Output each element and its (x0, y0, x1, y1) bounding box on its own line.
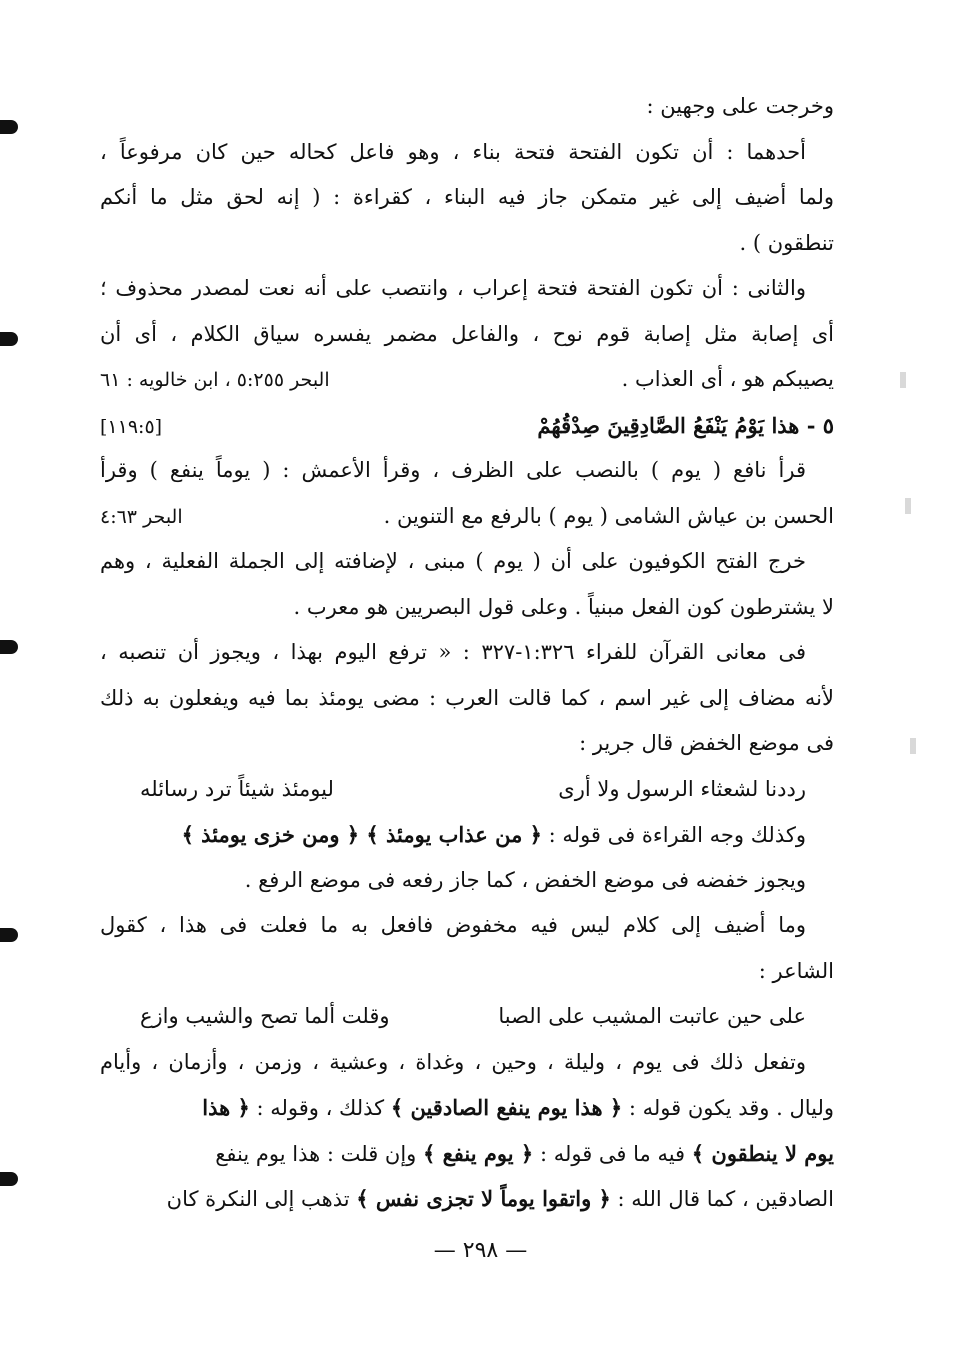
text-line: أى إصابة مثل إصابة قوم نوح ، والفاعل مضمر يفسره سياق الكلام ، أى أن (100, 321, 834, 346)
poetry-verse (100, 994, 834, 1040)
line-text: الحسن بن عياش الشامى ( يوم ) بالرفع مع التنوين . (383, 503, 834, 528)
verse-reference: [١١٩:٥] (100, 415, 163, 438)
text-line: وخرجت على وجهين : (646, 94, 834, 118)
quran-verse: ٥ - هذا يَوْمُ يَنْفَعُ الصَّادِقِينَ صِدْقُهُمْ (537, 412, 834, 438)
text-line: الشاعر : (758, 958, 834, 983)
margin-mark (0, 332, 18, 346)
text-line: فى معانى القرآن للفراء ١:٣٢٦-٣٢٧ : « ترفع اليوم بهذا ، ويجوز أن تنصبه ، (100, 640, 806, 664)
verse-hemistich: وقلت ألما تصح والشيب وازع (140, 1004, 390, 1028)
text-line: لأنه مضاف إلى غير اسم ، كما قالت العرب : مضى يومئذ بما فيه ويفعلون به ذلك (100, 685, 834, 710)
quran-quote: ﴿ واتقوا يوماً لا تجزى نفس ﴾ (356, 1186, 611, 1211)
margin-mark (0, 640, 18, 654)
line-text: يصيبكم هو ، أى العذاب . (621, 367, 834, 391)
quran-quote: ﴿ هذا (202, 1095, 250, 1120)
line-text: تذهب إلى النكرة كان (166, 1187, 350, 1211)
scan-speck (900, 372, 906, 388)
text-line (100, 812, 834, 858)
quran-quote: ﴿ هذا يوم ينفع الصادقين ﴾ (390, 1095, 623, 1120)
verse-hemistich: ليومئذ شيئاً ترد رسائله (140, 776, 334, 801)
text-line: لا يشترطون كون الفعل مبنياً . وعلى قول البصريين هو معرب . (293, 594, 834, 619)
line-text: الصادقين ، كما قال الله : (617, 1187, 834, 1211)
text-line: وتفعل ذلك فى يوم ، وليلة ، وحين ، وغداة ، وعشية ، وزمن ، وأزمان ، وأيام (100, 1049, 806, 1074)
text-line: ولما أضيف إلى غير متمكن جاز فيه البناء ، كقراءة : ( إنه لحق مثل ما أنكم (100, 185, 834, 209)
text-line: فى موضع الخفض قال جرير : (579, 731, 834, 755)
text-line: والثانى : أن تكون الفتحة فتحة إعراب ، وانتصب على أنه نعت لمصدر محذوف ؛ (100, 276, 806, 300)
scan-speck (905, 498, 911, 514)
page-number: — ٢٩٨ — (433, 1238, 528, 1263)
source-reference: البحر ٤:٦٣ (100, 505, 183, 528)
line-text: وكذلك وجه القراءة فى قوله : (548, 823, 806, 847)
text-line: وما أضيف إلى كلام ليس فيه مخفوض فافعل به ما فعلت فى هذا ، كقول (100, 913, 806, 937)
poetry-verse (100, 767, 834, 813)
quran-quote: يوم لا ينطقون ﴾ (691, 1140, 834, 1166)
text-line (100, 494, 834, 540)
margin-mark (0, 120, 18, 134)
scan-speck (910, 738, 916, 754)
line-text: كذلك ، وقوله : (256, 1096, 385, 1120)
body-text (100, 84, 834, 1222)
text-line (100, 1085, 834, 1131)
line-text: وليال . وقد يكون قوله : (628, 1096, 834, 1120)
margin-mark (0, 1172, 18, 1186)
quran-quote: ﴿ يوم ينفع ﴾ (423, 1140, 534, 1166)
text-line (100, 357, 834, 403)
margin-mark (0, 928, 18, 942)
line-text: وإن قلت : هذا يوم ينفع (215, 1141, 417, 1166)
verse-hemistich: على حين عاتبت المشيب على الصبا (498, 1004, 806, 1028)
text-line: ويجوز خفضه فى موضع الخفض ، كما جاز رفعه فى موضع الرفع . (244, 867, 806, 892)
text-line: قرأ نافع ( يوم ) بالنصب على الظرف ، وقرأ الأعمش : ( يوماً ينفع ) وقرأ (100, 458, 806, 482)
text-line: تنطقون ) . (739, 230, 834, 255)
text-line: خرج الفتح الكوفيون على أن ( يوم ) مبنى ، لإضافته إلى الجملة الفعلية ، وهم (100, 549, 806, 573)
verse-hemistich: رددنا لشعثاء الرسول ولا أرى (558, 776, 806, 801)
text-line (100, 1176, 834, 1222)
verse-heading (100, 403, 834, 449)
text-line (100, 1131, 834, 1177)
source-reference: البحر ٥:٢٥٥ ، ابن خالويه : ٦١ (100, 369, 330, 391)
quran-quote: ﴿ من عذاب يومئذ ﴾ ﴿ ومن خزى يومئذ ﴾ (181, 822, 542, 847)
line-text: فيه ما فى قوله : (539, 1141, 686, 1166)
text-line: أحدهما : أن تكون الفتحة فتحة بناء ، وهو فاعل كحاله حين كان مرفوعاً ، (100, 139, 806, 164)
